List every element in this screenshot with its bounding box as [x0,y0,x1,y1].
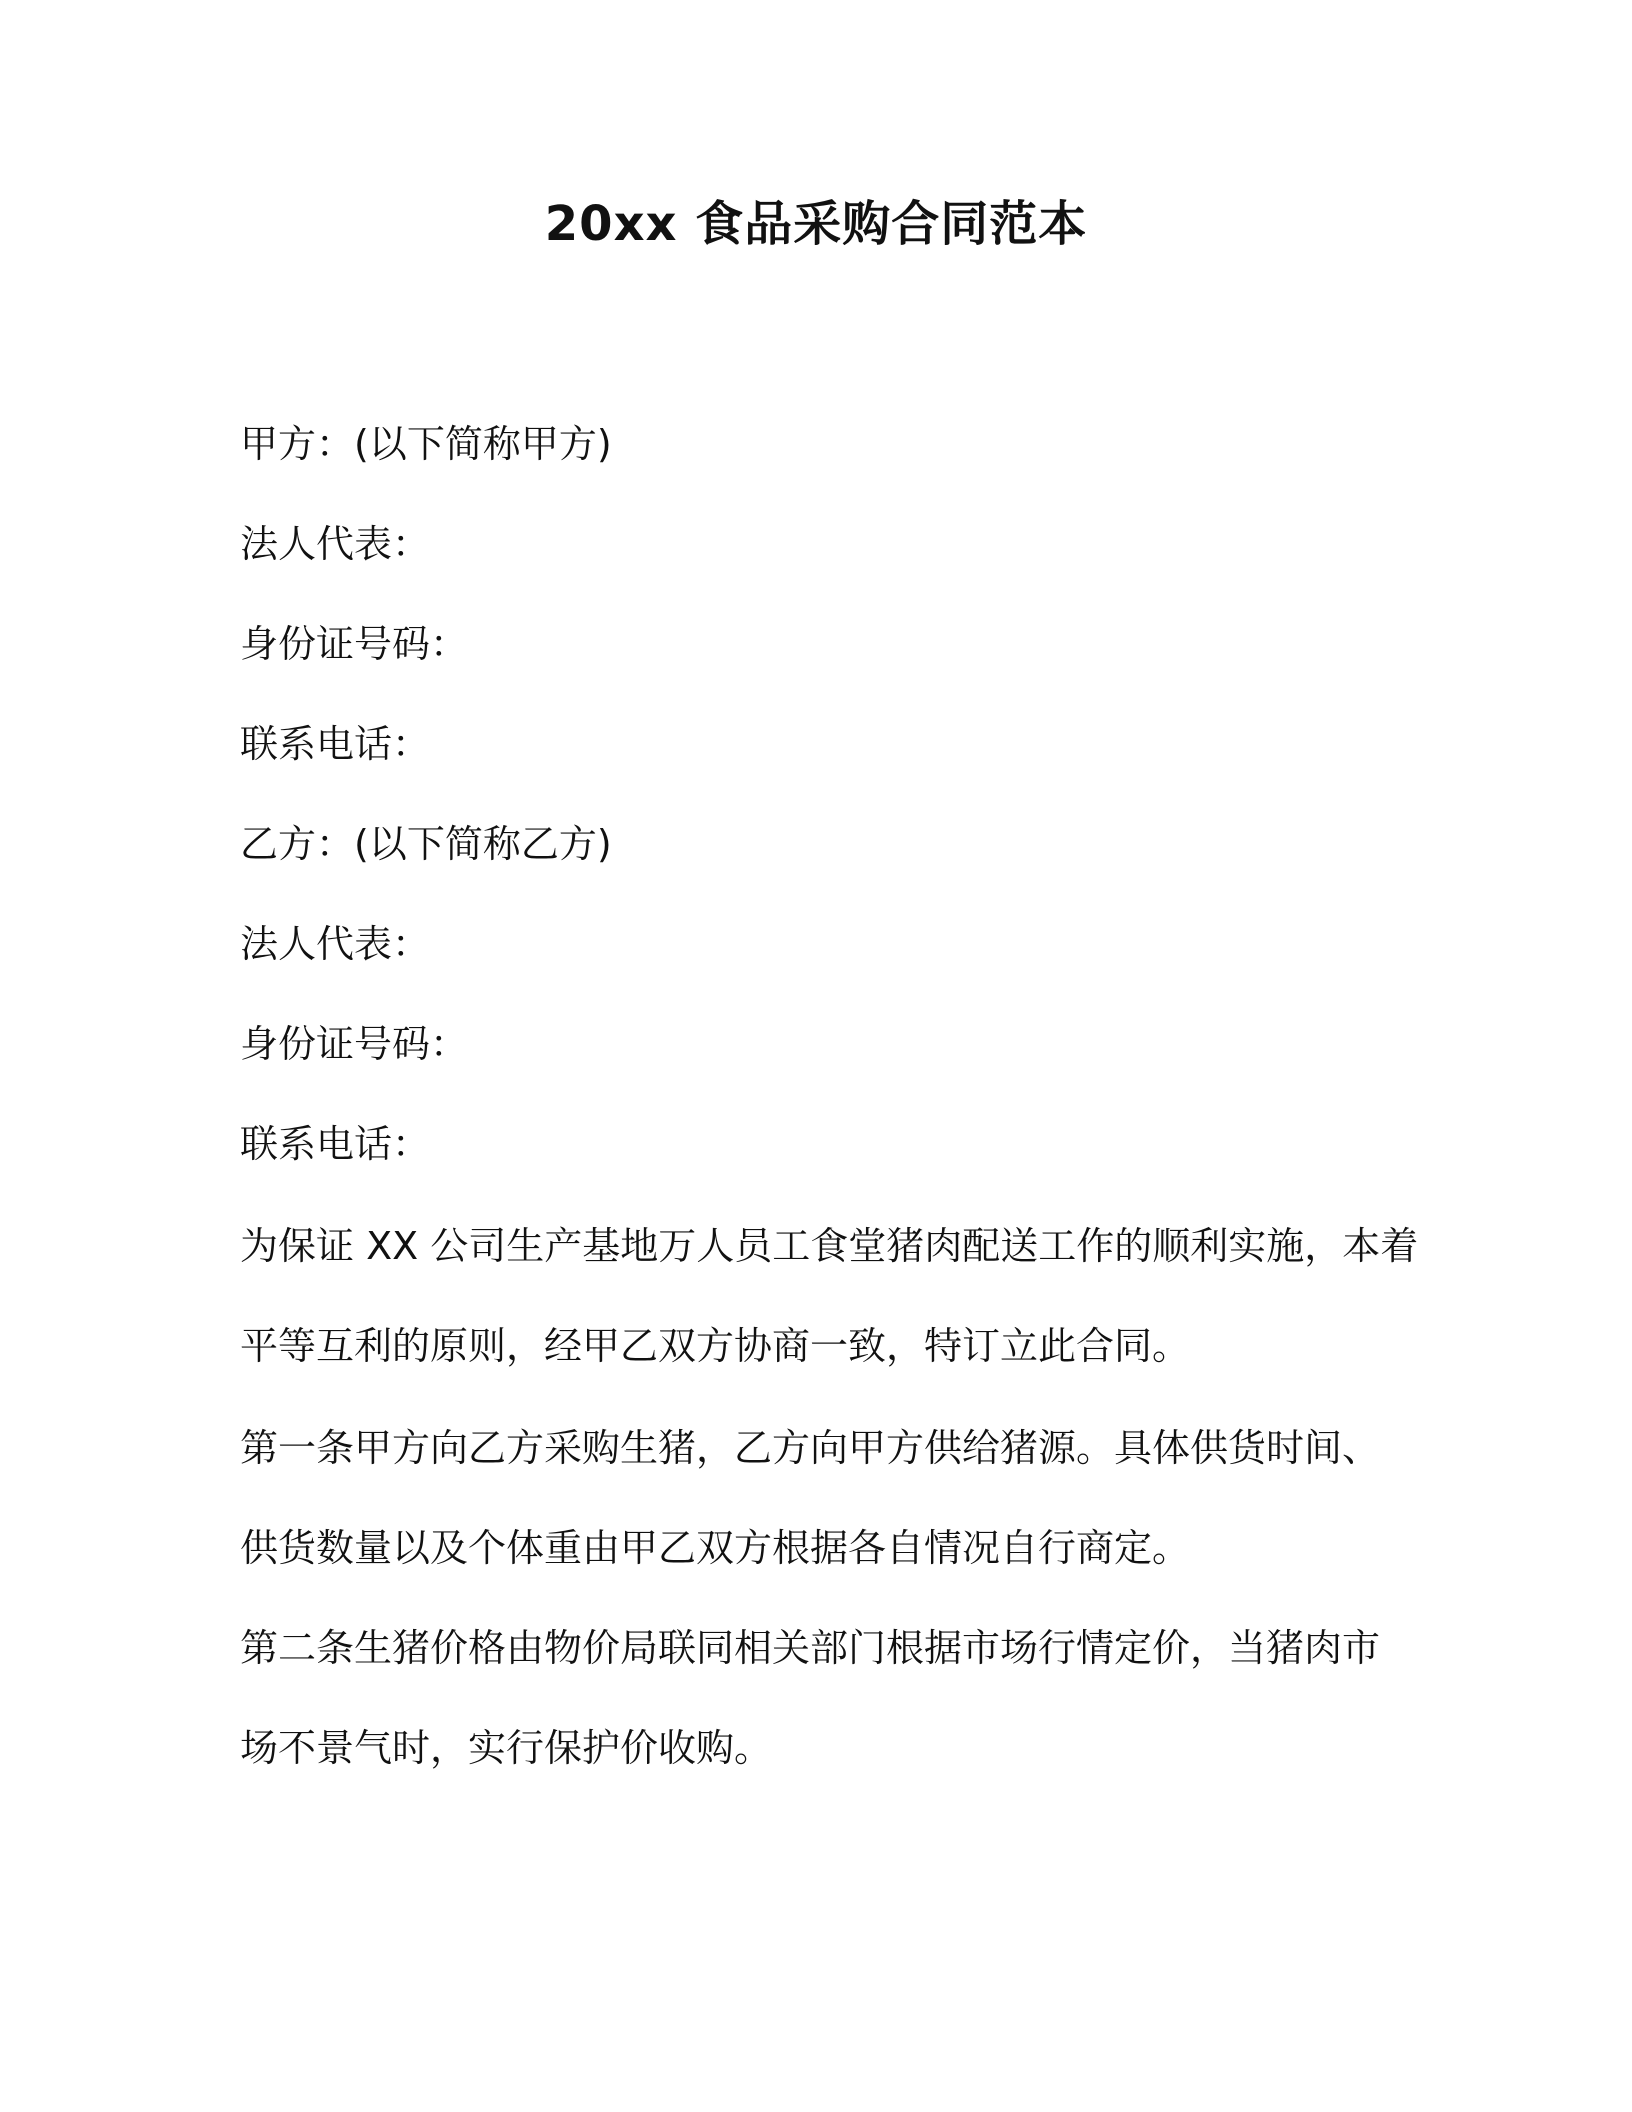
preamble-line-1: 为保证 XX 公司生产基地万人员工食堂猪肉配送工作的顺利实施，本着 [240,1224,1419,1268]
party-a-name-line: 甲方：(以下简称甲方) [240,422,612,466]
party-b-legal-rep: 法人代表： [240,922,431,966]
party-a-id-number: 身份证号码： [240,622,469,666]
preamble-line-2: 平等互利的原则，经甲乙双方协商一致，特订立此合同。 [240,1324,1191,1368]
article-2-line-1: 第二条生猪价格由物价局联同相关部门根据市场行情定价，当猪肉市 [240,1626,1381,1670]
party-b-phone: 联系电话： [240,1122,431,1166]
article-2-line-2: 场不景气时，实行保护价收购。 [240,1726,773,1770]
party-b-id-number: 身份证号码： [240,1022,469,1066]
document-title: 20xx 食品采购合同范本 [544,196,1088,252]
party-a-phone: 联系电话： [240,722,431,766]
party-b-name-line: 乙方：(以下简称乙方) [240,822,612,866]
article-1-line-1: 第一条甲方向乙方采购生猪，乙方向甲方供给猪源。具体供货时间、 [240,1426,1381,1470]
article-1-line-2: 供货数量以及个体重由甲乙双方根据各自情况自行商定。 [240,1526,1191,1570]
party-a-legal-rep: 法人代表： [240,522,431,566]
